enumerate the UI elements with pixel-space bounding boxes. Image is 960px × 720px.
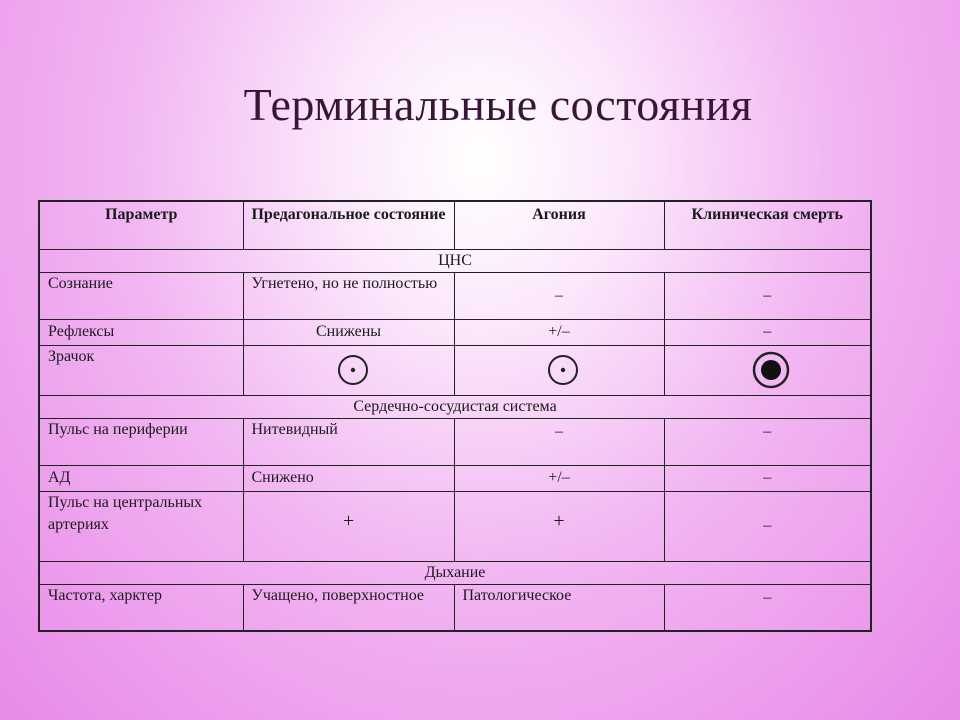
cell-pupil-preagonal [243, 345, 454, 395]
cell-reflexes-preagonal: Снижены [243, 319, 454, 345]
row-label-consciousness: Сознание [39, 272, 243, 319]
cell-reflexes-death: – [664, 319, 871, 345]
row-label-pupil: Зрачок [39, 345, 243, 395]
narrow-pupil-icon [336, 353, 370, 387]
header-preagonal: Предагональное состояние [243, 201, 454, 249]
narrow-pupil-icon [546, 353, 580, 387]
cell-pupil-death [664, 345, 871, 395]
section-cardio: Сердечно-сосудистая система [39, 395, 871, 418]
cell-consciousness-agony: – [454, 272, 664, 319]
header-agony: Агония [454, 201, 664, 249]
cell-central-pulse-agony: + [454, 491, 664, 561]
dilated-pupil-icon [751, 350, 791, 390]
cell-consciousness-death: – [664, 272, 871, 319]
table-row [39, 345, 871, 395]
table-row [39, 491, 871, 561]
cell-rate-preagonal: Учащено, поверхностное [243, 584, 454, 631]
section-breathing: Дыхание [39, 561, 871, 584]
cell-bp-death: – [664, 465, 871, 491]
section-breathing-row [39, 561, 871, 584]
row-label-reflexes: Рефлексы [39, 319, 243, 345]
cell-central-pulse-death: – [664, 491, 871, 561]
cell-consciousness-preagonal: Угнетено, но не полностью [243, 272, 454, 319]
row-label-central-pulse: Пульс на центральных артериях [39, 491, 243, 561]
row-label-rate: Частота, харктер [39, 584, 243, 631]
page-title: Терминальные состояния [243, 79, 753, 130]
header-clinical-death: Клиническая смерть [664, 201, 871, 249]
cell-rate-agony: Патологическое [454, 584, 664, 631]
cell-rate-death: – [664, 584, 871, 631]
row-label-bp: АД [39, 465, 243, 491]
cell-central-pulse-preagonal: + [243, 491, 454, 561]
section-cns-row [39, 249, 871, 272]
cell-reflexes-agony: +/– [454, 319, 664, 345]
cell-peripheral-pulse-preagonal: Нитевидный [243, 418, 454, 465]
cell-peripheral-pulse-death: – [664, 418, 871, 465]
cell-bp-agony: +/– [454, 465, 664, 491]
table-row [39, 584, 871, 631]
terminal-states-table [38, 200, 872, 632]
table-row [39, 418, 871, 465]
header-parameter: Параметр [39, 201, 243, 249]
table-row [39, 319, 871, 345]
section-cardio-row [39, 395, 871, 418]
row-label-peripheral-pulse: Пульс на периферии [39, 418, 243, 465]
header-row [39, 201, 871, 249]
section-cns: ЦНС [39, 249, 871, 272]
cell-pupil-agony [454, 345, 664, 395]
cell-bp-preagonal: Снижено [243, 465, 454, 491]
table-row [39, 465, 871, 491]
table-row [39, 272, 871, 319]
cell-peripheral-pulse-agony: – [454, 418, 664, 465]
